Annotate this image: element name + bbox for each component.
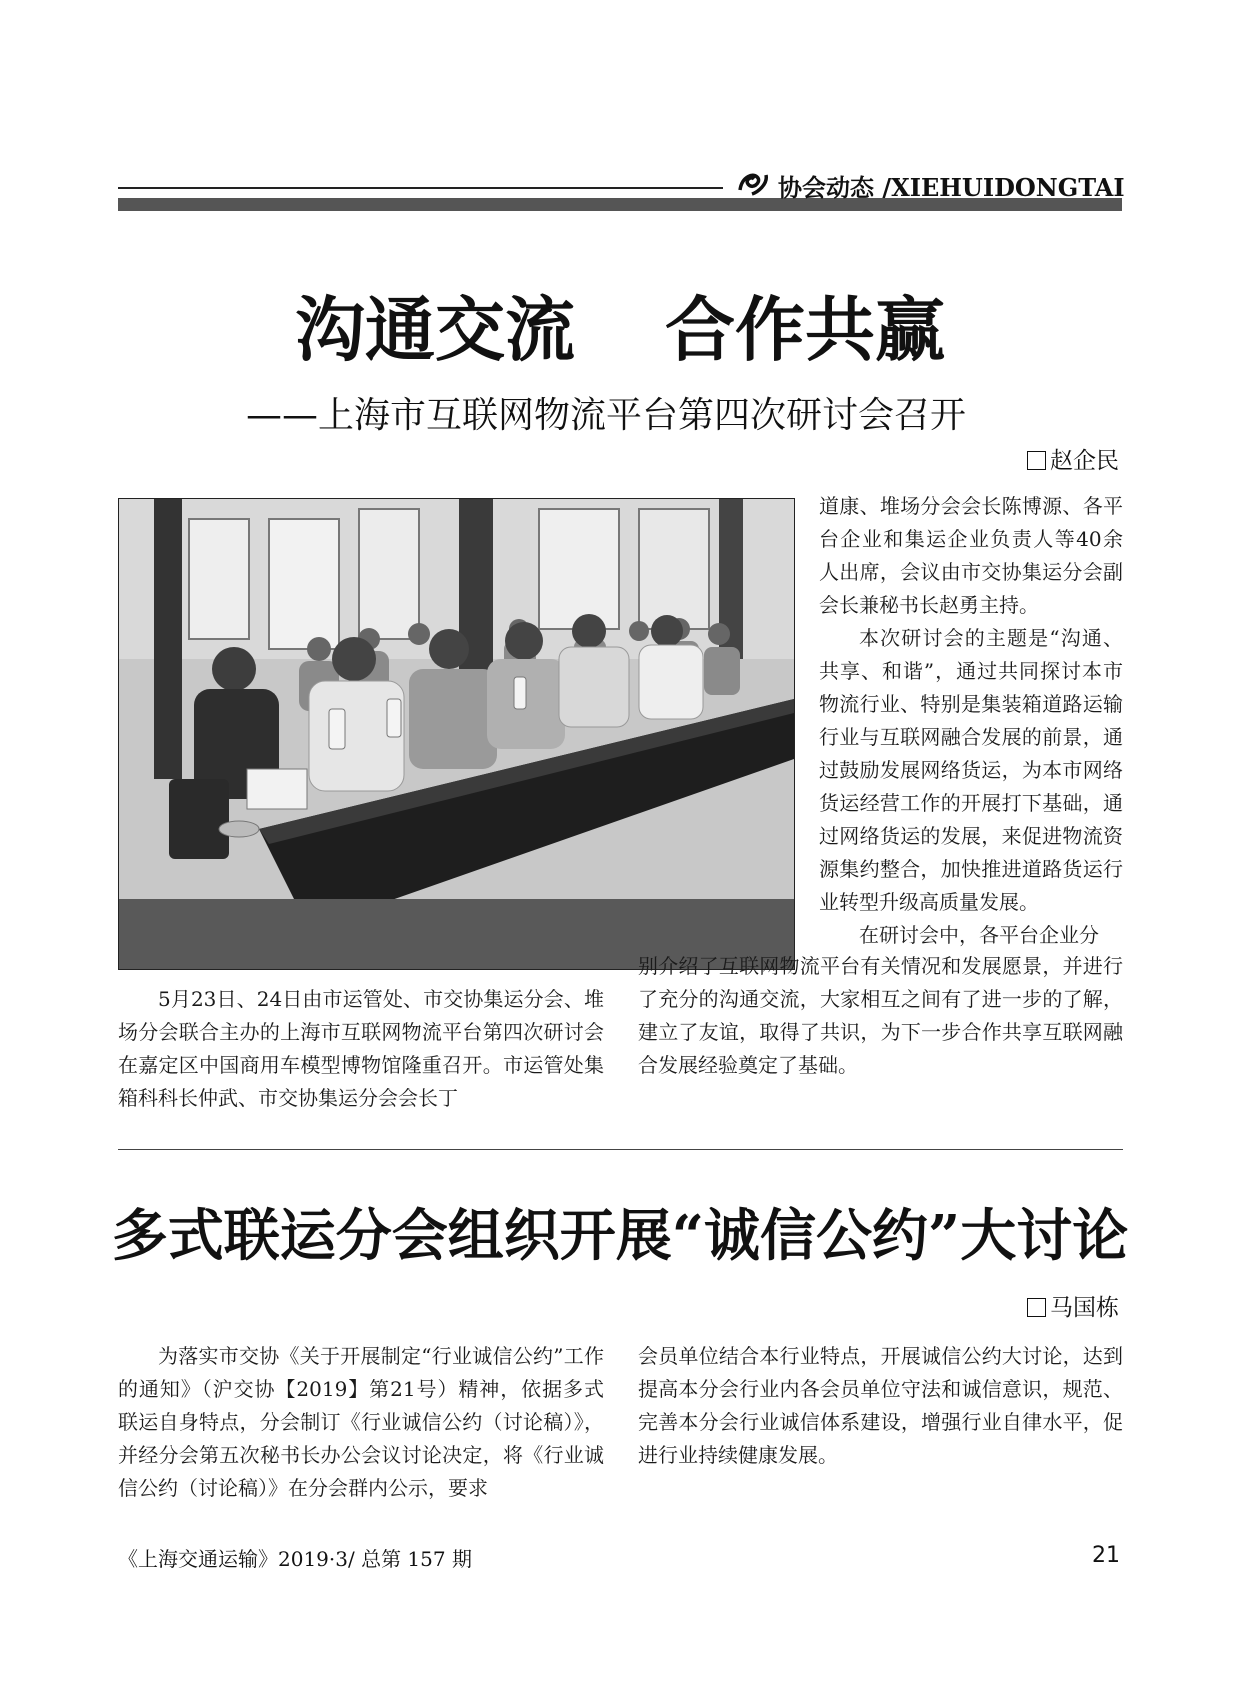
article1-title-part1: 沟通交流 — [295, 288, 575, 371]
paragraph: 在研讨会中，各平台企业分 — [859, 923, 1099, 947]
paragraph: 会员单位结合本行业特点，开展诚信公约大讨论，达到提高本分会行业内各会员单位守法和诚信意识，规范、完善本分会行业诚信体系建设，增强行业自律水平，促进行业持续健康发展。 — [638, 1344, 1123, 1467]
paragraph: 别介绍了互联网物流平台有关情况和发展愿景，并进行了充分的沟通交流，大家相互之间有了进一步的了解，建立了友谊，取得了共识，为下一步合作共享互联网融合发展经验奠定了基础。 — [638, 954, 1123, 1077]
paragraph: 5月23日、24日由市运管处、市交协集运分会、堆场分会联合主办的上海市互联网物流平台第四次研讨会在嘉定区中国商用车模型博物馆隆重召开。市运管处集箱科科长仲武、市交协集运分会会长丁 — [118, 987, 604, 1110]
article1-right-column-top — [819, 490, 1123, 952]
meeting-photo — [118, 498, 795, 970]
article1-title — [0, 290, 1240, 370]
author-box-icon — [1027, 1298, 1046, 1317]
section-label: 协会动态 /XIEHUIDONGTAI — [778, 173, 1125, 202]
article2-left-column — [118, 1340, 604, 1505]
article2-author-name: 马国栋 — [1050, 1295, 1119, 1321]
article1-author-name: 赵企民 — [1050, 448, 1119, 474]
issue-info: 《上海交通运输》2019·3/ 总第 157 期 — [118, 1547, 472, 1571]
article1-left-column-bottom — [118, 983, 604, 1115]
article1-right-column-bottom — [638, 950, 1123, 1082]
header-rule — [118, 187, 723, 189]
article1-title-part2: 合作共赢 — [665, 288, 945, 371]
paragraph: 为落实市交协《关于开展制定“行业诚信公约”工作的通知》（沪交协【2019】第21号）精神，依据多式联运自身特点，分会制订《行业诚信公约（讨论稿）》，并经分会第五次秘书长办公会议讨论决定，将《行业诚信公约（讨论稿）》在分会群内公示，要求 — [118, 1344, 604, 1500]
article1-subtitle: ——上海市互联网物流平台第四次研讨会召开 — [246, 395, 967, 436]
page-number: 21 — [1092, 1543, 1120, 1568]
article2-title: 多式联运分会组织开展“诚信公约”大讨论 — [111, 1203, 1129, 1269]
article2-author — [1027, 1289, 1119, 1322]
article2-right-column — [638, 1340, 1123, 1472]
article-separator — [118, 1149, 1123, 1150]
swirl-logo-icon — [736, 170, 772, 198]
paragraph: 道康、堆场分会会长陈博源、各平台企业和集运企业负责人等40余人出席，会议由市交协集运分会副会长兼秘书长赵勇主持。 — [819, 494, 1123, 617]
article1-author — [1027, 442, 1119, 475]
paragraph: 本次研讨会的主题是“沟通、共享、和谐”，通过共同探讨本市物流行业、特别是集装箱道路运输行业与互联网融合发展的前景，通过鼓励发展网络货运，为本市网络货运经营工作的开展打下基础，通过网络货运的发展，来促进物流资源集约整合，加快推进道路货运行业转型升级高质量发展。 — [819, 626, 1123, 914]
author-box-icon — [1027, 451, 1046, 470]
